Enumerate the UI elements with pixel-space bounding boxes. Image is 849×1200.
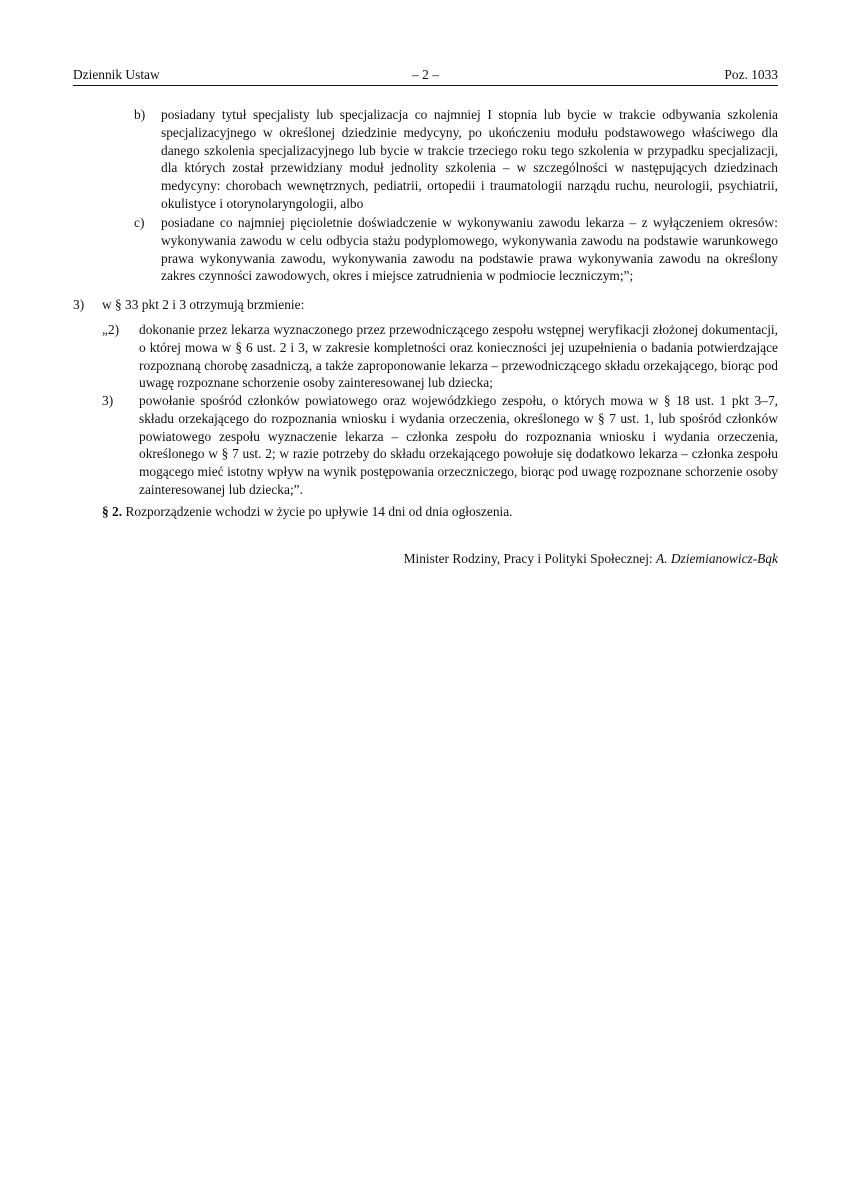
point-3-text: w § 33 pkt 2 i 3 otrzymują brzmienie: [102,297,305,312]
signature-name: A. Dziemianowicz-Bąk [656,551,778,566]
subpoint-2-label: „2) [102,322,120,337]
item-b-text: posiadany tytuł specjalisty lub specjalizacja co najmniej I stopnia lub bycie w trakcie odbywania szkolenia specjalizacyjnego w określonej dziedzinie medycyny, po ukończeniu modułu podstawowego właściwego dla danego szkolenia specjalizacyjnego lub bycie w trakcie trzeciego roku tego szkolenia w przypadku specjalizacji, dla których został przewidziany moduł jednolity szkolenia – w szczególności w następujących dziedzinach medycyny: chorobach wewnętrznych, pediatrii, ortopedii i traumatologii narządu ruchu, neurologii, psychiatrii, okulistyce i otorynolaryngologii, albo [161,107,778,211]
section-2 [102,503,778,521]
item-c-label: c) [134,215,145,230]
position-number: Poz. 1033 [724,67,778,82]
section-2-text: Rozporządzenie wchodzi w życie po upływie 14 dni od dnia ogłoszenia. [125,504,513,519]
signature [404,550,778,568]
subpoint-3-text: powołanie spośród członków powiatowego oraz wojewódzkiego zespołu, o których mowa w § 18 ust. 1 pkt 3–7, składu orzekającego do rozpoznania wniosku i wydania orzeczenia, określonego w § 7 ust. 1, lub spośród członków powiatowego zespołu wyznaczenie lekarza – członka zespołu do rozpoznania wniosku i wydania orzeczenia, określonego w § 7 ust. 2; w razie potrzeby do składu orzekającego powołuje się dodatkowo lekarza – członka zespołu mogącego mieć istotny wpływ na wynik postępowania orzeczniczego, biorąc pod uwagę rozpoznane schorzenie osoby zainteresowanej lub dziecka;”. [139,393,778,497]
journal-title: Dziennik Ustaw [73,67,160,82]
header-divider [73,85,778,86]
point-3-label: 3) [73,297,85,312]
signature-role: Minister Rodziny, Pracy i Polityki Społecznej: [403,551,657,566]
subpoint-2-text: dokonanie przez lekarza wyznaczonego przez przewodniczącego zespołu wstępnej weryfikacji złożonej dokumentacji, o której mowa w § 6 ust. 2 i 3, w zakresie kompletności oraz konieczności jej uzupełnienia o badania potwierdzające rozpoznaną chorobę zasadniczą, a także zaproponowanie lekarza – przewodniczącego składu orzekającego, biorąc pod uwagę rozpoznane schorzenie osoby zainteresowanej lub dziecka; [139,322,778,391]
item-c-text: posiadane co najmniej pięcioletnie doświadczenie w wykonywaniu zawodu lekarza – z wyłączeniem okresów: wykonywania zawodu w celu odbycia stażu podyplomowego, wykonywania zawodu na podstawie warunkowego prawa wykonywania zawodu, wykonywania zawodu na podstawie prawa wykonywania zawodu na określony zakres czynności zawodowych, okres i miejsce zatrudnienia w podmiocie leczniczym;”; [161,215,778,284]
subpoint-3-label: 3) [102,393,114,408]
section-2-mark: § 2. [102,504,126,519]
item-b-label: b) [134,107,146,122]
page-header [73,66,778,86]
page-number: – 2 – [412,67,439,82]
